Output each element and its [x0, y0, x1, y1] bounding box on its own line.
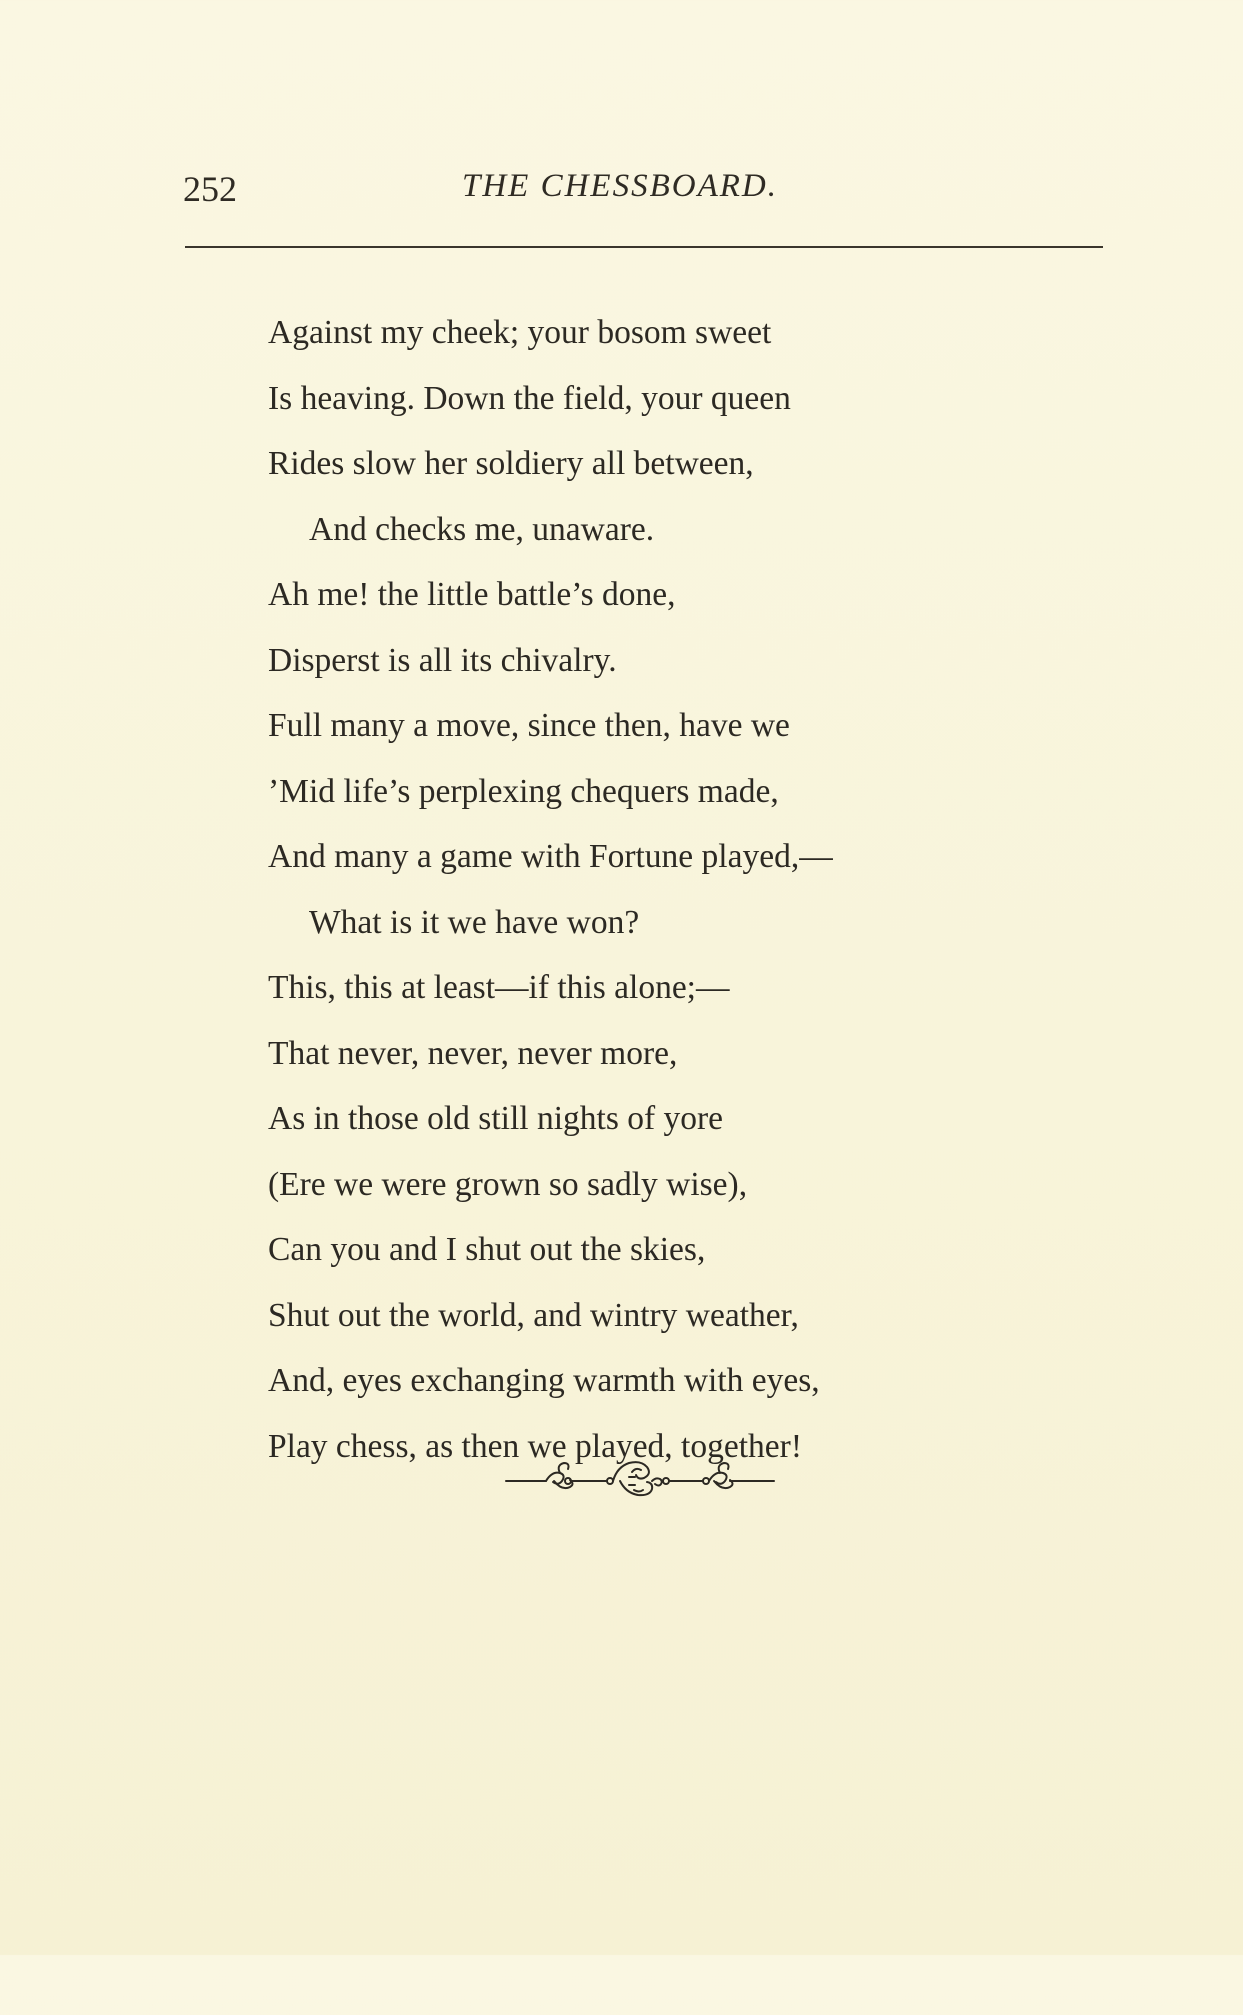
poem-line: Rides slow her soldiery all between, [268, 445, 754, 482]
scroll-ornament-icon [502, 1951, 778, 2009]
poem-line: What is it we have won? [309, 903, 640, 941]
scroll-ornament-icon [502, 1450, 778, 1508]
poem-line: Ah me! the little battle’s done, [268, 576, 676, 613]
poem-line: As in those old still nights of yore [268, 1100, 724, 1137]
poem-line: ’Mid life’s perplexing chequers made, [268, 772, 779, 810]
poem-line: And many a game with Fortune played,— [268, 838, 833, 875]
running-title: THE CHESSBOARD. [462, 168, 778, 204]
poem-text [268, 300, 833, 1479]
poem-line: Disperst is all its chivalry. [268, 641, 617, 679]
poem-line: Shut out the world, and wintry weather, [268, 1296, 799, 1334]
poem-line: And checks me, unaware. [309, 510, 655, 548]
poem-line: Play chess, as then we played, together! [268, 1427, 802, 1465]
poem-line: And, eyes exchanging warmth with eyes, [268, 1362, 820, 1399]
poem-line: Against my cheek; your bosom sweet [268, 314, 772, 351]
page-number: 252 [183, 169, 237, 209]
poem-line: (Ere we were grown so sadly wise), [268, 1165, 748, 1203]
header-rule [185, 246, 1103, 248]
poem-line: This, this at least—if this alone;— [268, 969, 730, 1006]
poem-line: Full many a move, since then, have we [268, 707, 790, 744]
poem-line: Is heaving. Down the field, your queen [268, 379, 791, 417]
poem-line: Can you and I shut out the skies, [268, 1231, 706, 1268]
poem-line: That never, never, never more, [268, 1034, 678, 1072]
